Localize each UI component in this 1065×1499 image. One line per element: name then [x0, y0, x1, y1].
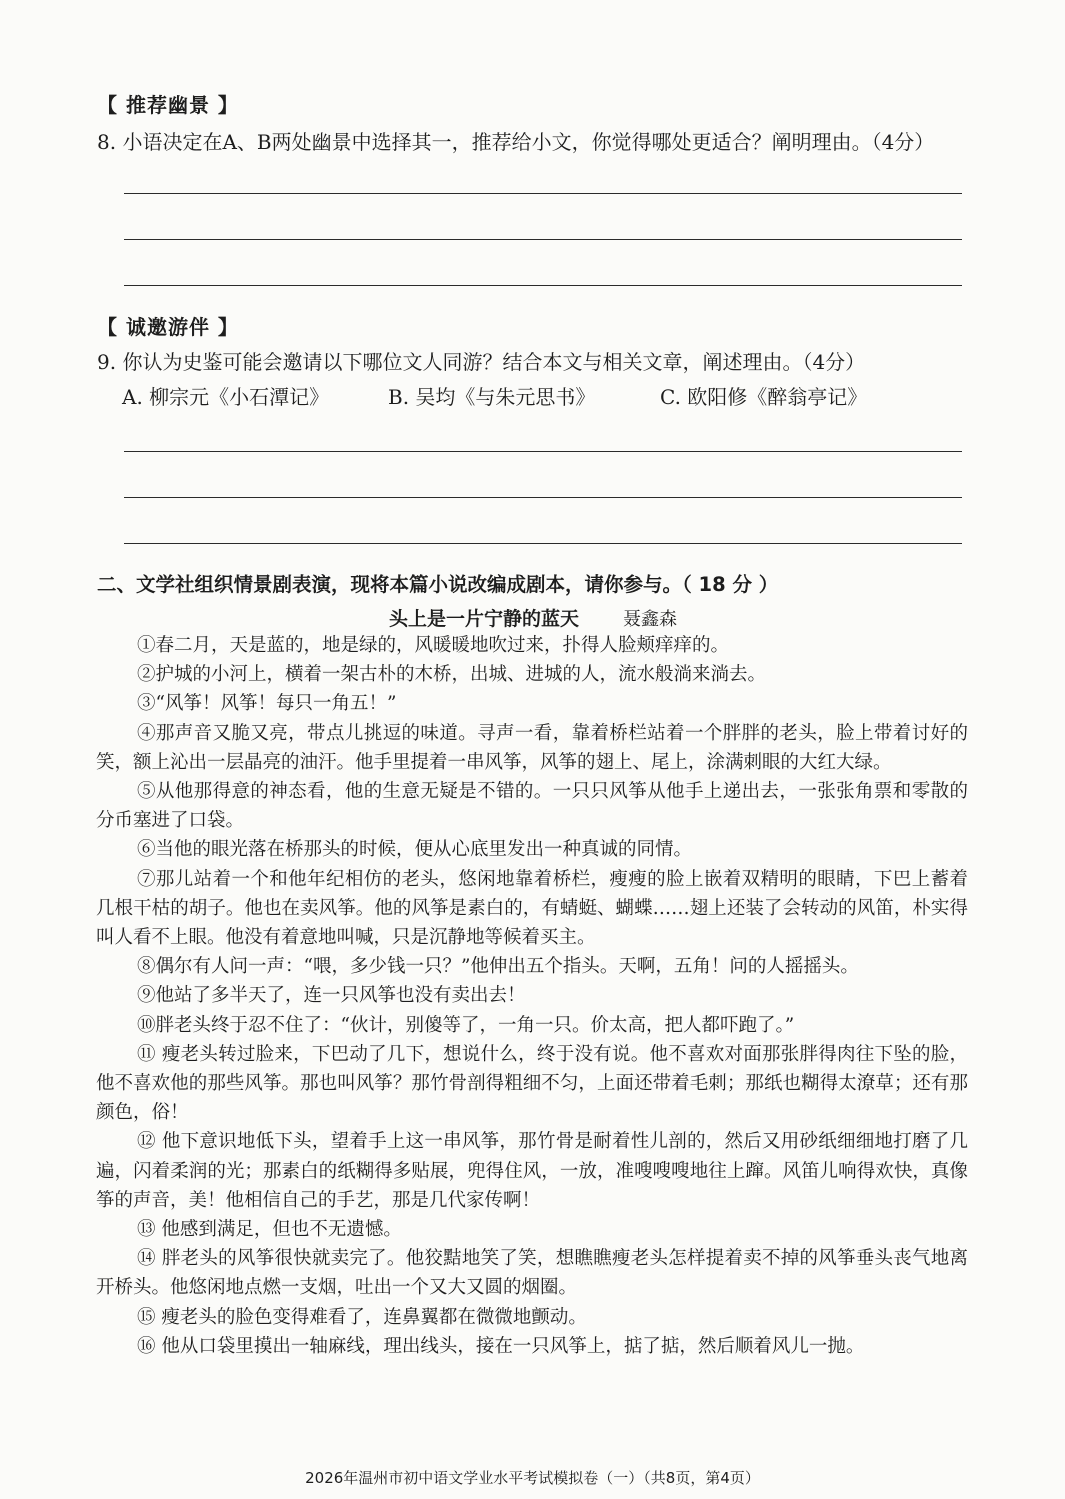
story-paragraph: ②护城的小河上，横着一架古朴的木桥，出城、进城的人，流水般淌来淌去。 — [137, 664, 767, 686]
question-8: 8. 小语决定在A、B两处幽景中选择其一，推荐给小文，你觉得哪处更适合？阐明理由。（4分） — [97, 130, 935, 154]
question-9: 9. 你认为史鉴可能会邀请以下哪位文人同游？结合本文与相关文章，阐述理由。（4分） — [97, 350, 866, 374]
story-paragraph: ⑨他站了多半天了，连一只风筝也没有卖出去！ — [137, 985, 526, 1007]
page-footer: 2026年温州市初中语文学业水平考试模拟卷（一）（共8页，第4页） — [305, 1469, 760, 1487]
story-paragraph: ⑤从他那得意的神态看，他的生意无疑是不错的。一只只风筝从他手上递出去，一张张角票和零散的分币塞进了口袋。 — [96, 781, 968, 832]
story-body — [96, 631, 968, 1361]
story-paragraph: ⑫ 他下意识地低下头，望着手上这一串风筝，那竹骨是耐着性儿剖的，然后又用砂纸细细地打磨了几遍，闪着柔润的光；那素白的纸糊得多贴展，兜得住风，一放，准嗖嗖嗖地往上蹿。风笛儿响得欢快，真像筝的声音，美！他相信自己的手艺，那是几代家传啊！ — [96, 1131, 968, 1211]
option-b: B. 吴均《与朱元思书》 — [388, 385, 596, 409]
story-paragraph: ③“风筝！风筝！每只一角五！” — [137, 693, 397, 715]
answer-line — [124, 239, 962, 240]
story-title: 头上是一片宁静的蓝天 — [389, 608, 580, 630]
story-paragraph: ⑬ 他感到满足，但也不无遗憾。 — [137, 1219, 402, 1241]
story-paragraph: ⑧偶尔有人问一声：“喂，多少钱一只？”他伸出五个指头。天啊，五角！问的人摇摇头。 — [137, 956, 859, 978]
story-paragraph: ①春二月，天是蓝的，地是绿的，风暖暖地吹过来，扑得人脸颊痒痒的。 — [137, 635, 730, 656]
section-heading-recommend: 【 推荐幽景 】 — [97, 93, 239, 117]
answer-line — [124, 193, 962, 194]
story-paragraph: ⑪ 瘦老头转过脸来，下巴动了几下，想说什么，终于没有说。他不喜欢对面那张胖得肉往下坠的脸，他不喜欢他的那些风筝。那也叫风筝？那竹骨剖得粗细不匀，上面还带着毛刺；那纸也糊得太潦草；还有那颜色，俗！ — [96, 1043, 968, 1124]
part2-heading: 二、文学社组织情景剧表演，现将本篇小说改编成剧本，请你参与。（ 18 分 ） — [97, 573, 779, 596]
option-a: A. 柳宗元《小石潭记》 — [122, 385, 330, 409]
option-c: C. 欧阳修《醉翁亭记》 — [660, 385, 868, 409]
answer-line — [124, 285, 962, 286]
section-heading-invite: 【 诚邀游伴 】 — [97, 315, 239, 339]
story-paragraph: ⑭ 胖老头的风筝很快就卖完了。他狡黠地笑了笑，想瞧瞧瘦老头怎样提着卖不掉的风筝垂头丧气地离开桥头。他悠闲地点燃一支烟，吐出一个又大又圆的烟圈。 — [96, 1248, 968, 1299]
answer-line — [124, 451, 962, 452]
answer-line — [124, 497, 962, 498]
story-author: 聂鑫森 — [623, 609, 678, 630]
story-paragraph: ⑦那儿站着一个和他年纪相仿的老头，悠闲地靠着桥栏，瘦瘦的脸上嵌着双精明的眼睛，下巴上蓄着几根干枯的胡子。他也在卖风筝。他的风筝是素白的，有蜻蜓、蝴蝶……翅上还装了会转动的风笛，朴实得叫人看不上眼。他没有着意地叫喊，只是沉静地等候着买主。 — [96, 868, 968, 949]
story-paragraph: ④那声音又脆又亮，带点儿挑逗的味道。寻声一看，靠着桥栏站着一个胖胖的老头，脸上带着讨好的笑，额上沁出一层晶亮的油汗。他手里提着一串风筝，风筝的翅上、尾上，涂满刺眼的大红大绿。 — [96, 722, 968, 773]
story-paragraph: ⑮ 瘦老头的脸色变得难看了，连鼻翼都在微微地颤动。 — [137, 1306, 587, 1328]
story-title-row — [389, 604, 677, 631]
story-paragraph: ⑩胖老头终于忍不住了：“伙计，别傻等了，一角一只。价太高，把人都吓跑了。” — [137, 1014, 795, 1036]
story-paragraph: ⑥当他的眼光落在桥那头的时候，便从心底里发出一种真诚的同情。 — [137, 839, 693, 861]
question-9-options — [122, 381, 867, 410]
answer-line — [124, 543, 962, 544]
story-paragraph: ⑯ 他从口袋里摸出一轴麻线，理出线头，接在一只风筝上，掂了掂，然后顺着风儿一抛。 — [137, 1335, 865, 1357]
